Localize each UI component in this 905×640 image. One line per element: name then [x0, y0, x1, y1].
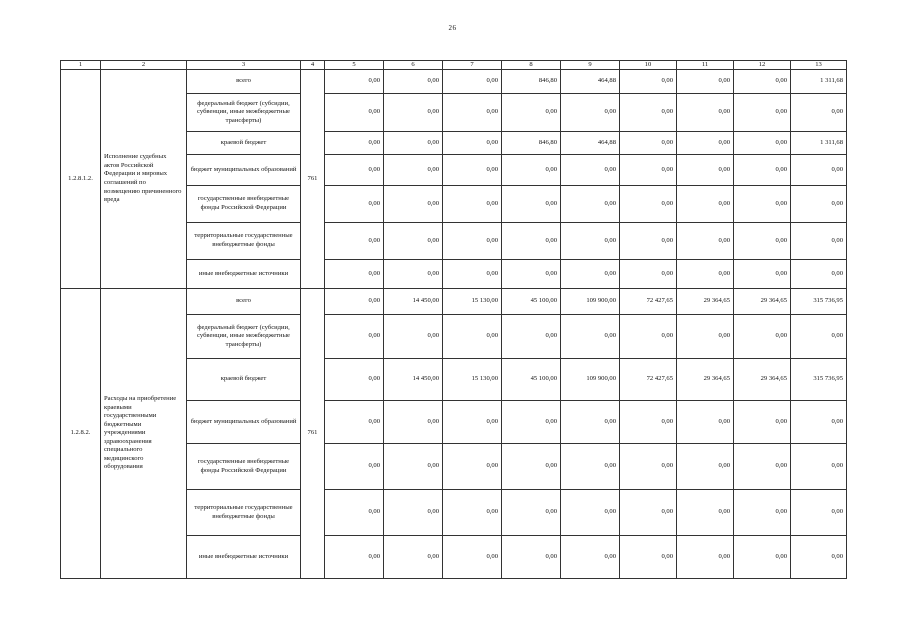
- amount-cell: 1 311,68: [791, 132, 847, 155]
- amount-cell: 0,00: [734, 315, 791, 359]
- amount-cell: 0,00: [502, 315, 561, 359]
- amount-cell: 0,00: [677, 490, 734, 536]
- budget-table: [60, 60, 847, 579]
- funding-source: федеральный бюджет (субсидии, субвенции, иные межбюджетные трансферты): [187, 315, 301, 359]
- amount-cell: 0,00: [502, 536, 561, 579]
- amount-cell: 0,00: [561, 315, 620, 359]
- amount-cell: 0,00: [325, 260, 384, 289]
- funding-source: бюджет муниципальных образований: [187, 155, 301, 186]
- amount-cell: 0,00: [791, 260, 847, 289]
- amount-cell: 0,00: [734, 155, 791, 186]
- amount-cell: 29 364,65: [734, 289, 791, 315]
- amount-cell: 0,00: [620, 490, 677, 536]
- amount-cell: 0,00: [443, 155, 502, 186]
- column-number: 1: [61, 61, 101, 70]
- amount-cell: 0,00: [384, 401, 443, 444]
- amount-cell: 0,00: [561, 536, 620, 579]
- amount-cell: 0,00: [384, 260, 443, 289]
- amount-cell: 0,00: [677, 444, 734, 490]
- amount-cell: 0,00: [384, 536, 443, 579]
- amount-cell: 29 364,65: [677, 289, 734, 315]
- amount-cell: 0,00: [502, 401, 561, 444]
- column-number: 5: [325, 61, 384, 70]
- amount-cell: 0,00: [384, 70, 443, 94]
- amount-cell: 0,00: [791, 315, 847, 359]
- page-number: 26: [448, 24, 457, 32]
- amount-cell: 14 450,00: [384, 359, 443, 401]
- amount-cell: 0,00: [502, 444, 561, 490]
- amount-cell: 0,00: [620, 223, 677, 260]
- section-description-medical-equipment: Расходы на приобретение краевыми государственными бюджетными учреждениями здравоохранения специального медицинского оборудования: [101, 289, 187, 579]
- amount-cell: 0,00: [734, 444, 791, 490]
- amount-cell: 0,00: [791, 444, 847, 490]
- amount-cell: 0,00: [443, 401, 502, 444]
- amount-cell: 0,00: [561, 223, 620, 260]
- amount-cell: 0,00: [384, 223, 443, 260]
- amount-cell: 0,00: [561, 260, 620, 289]
- column-number: 11: [677, 61, 734, 70]
- amount-cell: 0,00: [325, 401, 384, 444]
- amount-cell: 0,00: [325, 155, 384, 186]
- amount-cell: 0,00: [791, 223, 847, 260]
- funding-source: государственные внебюджетные фонды Российской Федерации: [187, 186, 301, 223]
- amount-cell: 0,00: [325, 444, 384, 490]
- amount-cell: 846,80: [502, 70, 561, 94]
- amount-cell: 0,00: [384, 155, 443, 186]
- amount-cell: 0,00: [677, 186, 734, 223]
- amount-cell: 0,00: [734, 223, 791, 260]
- amount-cell: 0,00: [443, 260, 502, 289]
- amount-cell: 0,00: [384, 132, 443, 155]
- amount-cell: 0,00: [734, 401, 791, 444]
- amount-cell: 0,00: [561, 490, 620, 536]
- section-code-judicial-acts: 1.2.8.1.2.: [61, 70, 101, 289]
- funding-source: краевой бюджет: [187, 359, 301, 401]
- amount-cell: 0,00: [677, 315, 734, 359]
- amount-cell: 15 130,00: [443, 359, 502, 401]
- amount-cell: 0,00: [443, 444, 502, 490]
- funding-source: всего: [187, 289, 301, 315]
- amount-cell: 0,00: [791, 401, 847, 444]
- amount-cell: 315 736,95: [791, 359, 847, 401]
- amount-cell: 0,00: [325, 359, 384, 401]
- amount-cell: 0,00: [443, 490, 502, 536]
- amount-cell: 0,00: [677, 132, 734, 155]
- column-number: 12: [734, 61, 791, 70]
- amount-cell: 0,00: [734, 490, 791, 536]
- column-number: 7: [443, 61, 502, 70]
- amount-cell: 45 100,00: [502, 359, 561, 401]
- table-row: [61, 289, 847, 315]
- amount-cell: 315 736,95: [791, 289, 847, 315]
- amount-cell: 0,00: [677, 536, 734, 579]
- column-number: 9: [561, 61, 620, 70]
- amount-cell: 0,00: [443, 536, 502, 579]
- amount-cell: 72 427,65: [620, 289, 677, 315]
- table-body: [61, 61, 847, 579]
- amount-cell: 0,00: [443, 315, 502, 359]
- amount-cell: 29 364,65: [734, 359, 791, 401]
- amount-cell: 0,00: [734, 132, 791, 155]
- funding-source: краевой бюджет: [187, 132, 301, 155]
- column-number: 6: [384, 61, 443, 70]
- admin-code: 761: [301, 289, 325, 579]
- amount-cell: 0,00: [734, 186, 791, 223]
- amount-cell: 0,00: [620, 444, 677, 490]
- amount-cell: 0,00: [734, 536, 791, 579]
- amount-cell: 0,00: [791, 536, 847, 579]
- amount-cell: 15 130,00: [443, 289, 502, 315]
- amount-cell: 0,00: [734, 94, 791, 132]
- column-number: 2: [101, 61, 187, 70]
- amount-cell: 846,80: [502, 132, 561, 155]
- amount-cell: 0,00: [620, 186, 677, 223]
- amount-cell: 0,00: [384, 444, 443, 490]
- amount-cell: 14 450,00: [384, 289, 443, 315]
- table-row: [61, 70, 847, 94]
- column-number: 3: [187, 61, 301, 70]
- amount-cell: 0,00: [677, 94, 734, 132]
- amount-cell: 0,00: [502, 260, 561, 289]
- amount-cell: 0,00: [325, 490, 384, 536]
- amount-cell: 0,00: [443, 70, 502, 94]
- amount-cell: 0,00: [734, 70, 791, 94]
- section-description-judicial-acts: Исполнение судебных актов Российской Федерации и мировых соглашений по возмещению причиненного вреда: [101, 70, 187, 289]
- amount-cell: 0,00: [325, 289, 384, 315]
- column-number: 8: [502, 61, 561, 70]
- amount-cell: 0,00: [791, 94, 847, 132]
- amount-cell: 0,00: [443, 186, 502, 223]
- amount-cell: 0,00: [325, 315, 384, 359]
- funding-source: федеральный бюджет (субсидии, субвенции, иные межбюджетные трансферты): [187, 94, 301, 132]
- amount-cell: 0,00: [502, 186, 561, 223]
- amount-cell: 0,00: [502, 490, 561, 536]
- amount-cell: 0,00: [791, 155, 847, 186]
- amount-cell: 0,00: [620, 401, 677, 444]
- amount-cell: 0,00: [502, 94, 561, 132]
- amount-cell: 0,00: [620, 315, 677, 359]
- amount-cell: 0,00: [620, 155, 677, 186]
- amount-cell: 0,00: [561, 155, 620, 186]
- funding-source: бюджет муниципальных образований: [187, 401, 301, 444]
- amount-cell: 0,00: [677, 260, 734, 289]
- amount-cell: 0,00: [620, 70, 677, 94]
- amount-cell: 0,00: [325, 536, 384, 579]
- amount-cell: 29 364,65: [677, 359, 734, 401]
- amount-cell: 0,00: [620, 260, 677, 289]
- amount-cell: 0,00: [325, 223, 384, 260]
- funding-source: территориальные государственные внебюджетные фонды: [187, 223, 301, 260]
- amount-cell: 0,00: [791, 186, 847, 223]
- funding-source: всего: [187, 70, 301, 94]
- amount-cell: 0,00: [325, 94, 384, 132]
- funding-source: территориальные государственные внебюджетные фонды: [187, 490, 301, 536]
- amount-cell: 0,00: [791, 490, 847, 536]
- amount-cell: 0,00: [561, 444, 620, 490]
- amount-cell: 109 900,00: [561, 359, 620, 401]
- amount-cell: 0,00: [620, 536, 677, 579]
- amount-cell: 0,00: [384, 94, 443, 132]
- amount-cell: 45 100,00: [502, 289, 561, 315]
- column-number: 4: [301, 61, 325, 70]
- amount-cell: 0,00: [384, 186, 443, 223]
- amount-cell: 0,00: [443, 94, 502, 132]
- amount-cell: 0,00: [561, 186, 620, 223]
- section-code-medical-equipment: 1.2.8.2.: [61, 289, 101, 579]
- amount-cell: 0,00: [325, 186, 384, 223]
- amount-cell: 0,00: [620, 132, 677, 155]
- amount-cell: 0,00: [384, 315, 443, 359]
- amount-cell: 0,00: [734, 260, 791, 289]
- amount-cell: 0,00: [325, 132, 384, 155]
- amount-cell: 464,88: [561, 70, 620, 94]
- funding-source: государственные внебюджетные фонды Российской Федерации: [187, 444, 301, 490]
- amount-cell: 0,00: [677, 401, 734, 444]
- amount-cell: 0,00: [443, 223, 502, 260]
- amount-cell: 0,00: [561, 401, 620, 444]
- amount-cell: 72 427,65: [620, 359, 677, 401]
- funding-source: иные внебюджетные источники: [187, 260, 301, 289]
- column-number: 10: [620, 61, 677, 70]
- amount-cell: 0,00: [502, 223, 561, 260]
- admin-code: 761: [301, 70, 325, 289]
- amount-cell: 0,00: [677, 70, 734, 94]
- amount-cell: 1 311,68: [791, 70, 847, 94]
- amount-cell: 0,00: [325, 70, 384, 94]
- funding-source: иные внебюджетные источники: [187, 536, 301, 579]
- amount-cell: 0,00: [443, 132, 502, 155]
- amount-cell: 0,00: [384, 490, 443, 536]
- amount-cell: 0,00: [561, 94, 620, 132]
- amount-cell: 109 900,00: [561, 289, 620, 315]
- amount-cell: 0,00: [620, 94, 677, 132]
- column-number: 13: [791, 61, 847, 70]
- amount-cell: 0,00: [677, 155, 734, 186]
- amount-cell: 0,00: [677, 223, 734, 260]
- amount-cell: 464,88: [561, 132, 620, 155]
- column-number-row: [61, 61, 847, 70]
- amount-cell: 0,00: [502, 155, 561, 186]
